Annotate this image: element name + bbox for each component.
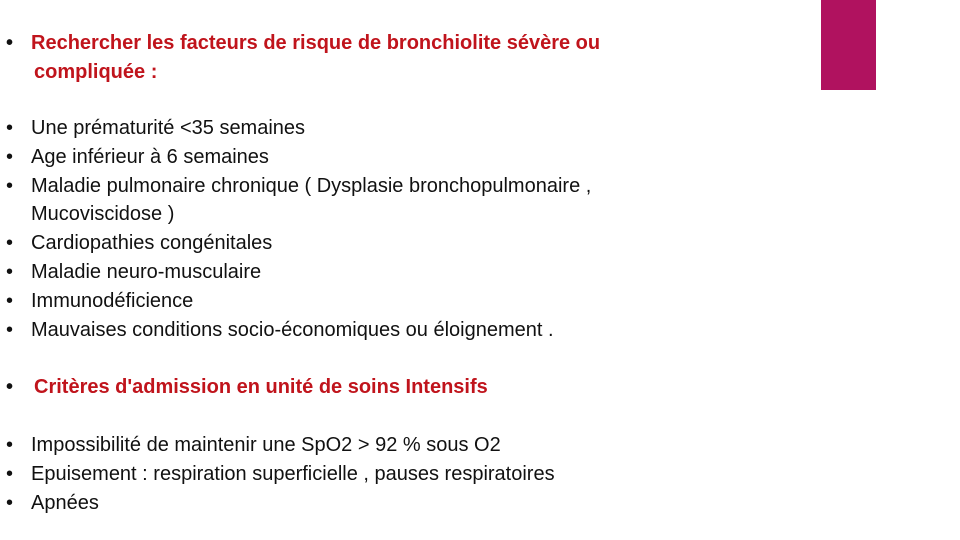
list-item — [0, 489, 800, 518]
risk-heading-line-1: Rechercher les facteurs de risque de bronchiolite sévère ou — [31, 32, 601, 54]
list-item — [0, 316, 800, 345]
risk-factor-list — [0, 114, 800, 344]
icu-criteria-heading-text: Critères d'admission en unité de soins Intensifs — [34, 376, 488, 398]
bullet: • — [6, 145, 14, 168]
list-item — [0, 114, 800, 143]
bullet: • — [6, 434, 14, 456]
list-item-text: Immunodéficience — [31, 289, 194, 312]
bullet: • — [6, 32, 14, 54]
list-item-text: Cardiopathies congénitales — [31, 232, 273, 255]
list-item — [0, 172, 800, 230]
list-item — [0, 287, 800, 316]
list-item — [0, 258, 800, 287]
list-item-text: Epuisement : respiration superficielle , pauses respiratoires — [31, 462, 555, 485]
bullet: • — [6, 174, 14, 197]
bullet: • — [6, 376, 14, 398]
list-item-text: Apnées — [31, 491, 99, 514]
icu-criteria-heading — [0, 373, 800, 402]
risk-heading-line-2: compliquée : — [34, 60, 158, 83]
list-item — [0, 460, 800, 489]
list-item-text: Impossibilité de maintenir une SpO2 > 92 % sous O2 — [31, 434, 501, 456]
list-item-text: Mauvaises conditions socio-économiques ou éloignement . — [31, 318, 554, 341]
bullet: • — [6, 117, 14, 139]
bullet: • — [6, 318, 14, 341]
list-item — [0, 431, 800, 460]
list-item — [0, 143, 800, 172]
list-item-continuation: Mucoviscidose ) — [31, 203, 175, 226]
list-item-text: Maladie neuro-musculaire — [31, 260, 262, 283]
risk-heading — [0, 29, 800, 87]
list-item-text: Age inférieur à 6 semaines — [31, 145, 269, 168]
list-item-text: Une prématurité <35 semaines — [31, 117, 306, 139]
bullet: • — [6, 491, 14, 514]
list-item — [0, 229, 800, 258]
accent-bar — [821, 0, 876, 90]
list-item-text: Maladie pulmonaire chronique ( Dysplasie bronchopulmonaire , — [31, 174, 592, 197]
bullet: • — [6, 232, 14, 255]
bullet: • — [6, 289, 14, 312]
icu-criteria-list — [0, 431, 800, 517]
bullet: • — [6, 462, 14, 485]
bullet: • — [6, 260, 14, 283]
